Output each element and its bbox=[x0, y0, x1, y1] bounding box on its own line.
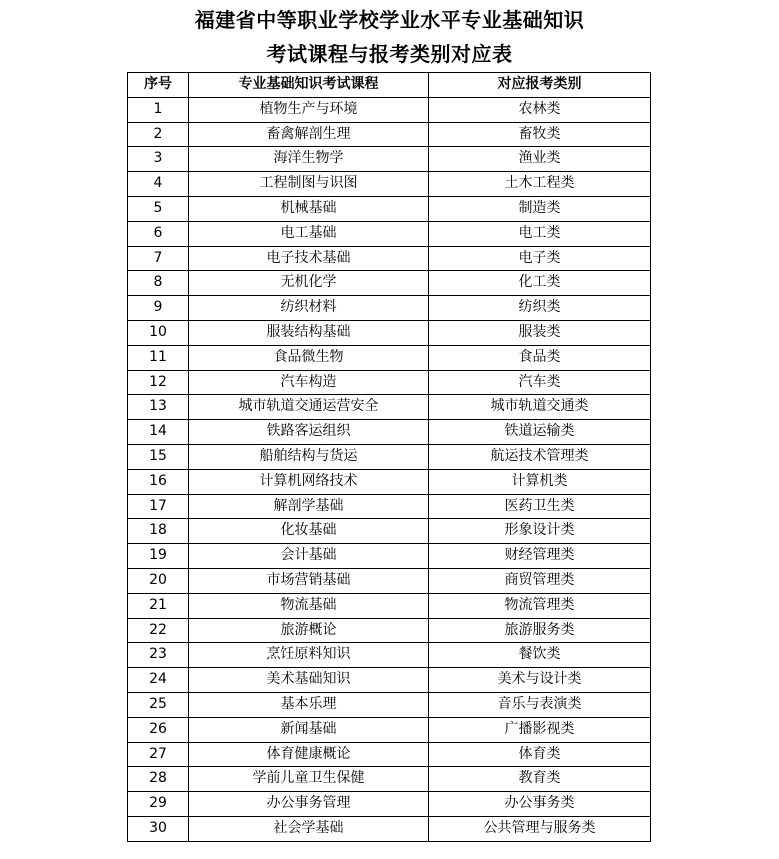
cell-serial-number: 30 bbox=[128, 816, 189, 841]
table-row bbox=[128, 444, 651, 469]
cell-serial-number: 10 bbox=[128, 320, 189, 345]
cell-exam-course: 畜禽解剖生理 bbox=[189, 122, 429, 147]
cell-exam-category: 食品类 bbox=[429, 345, 651, 370]
cell-exam-course: 会计基础 bbox=[189, 544, 429, 569]
cell-serial-number: 17 bbox=[128, 494, 189, 519]
cell-exam-course: 无机化学 bbox=[189, 271, 429, 296]
table-row bbox=[128, 544, 651, 569]
cell-serial-number: 21 bbox=[128, 593, 189, 618]
cell-exam-category: 土木工程类 bbox=[429, 172, 651, 197]
cell-exam-course: 社会学基础 bbox=[189, 816, 429, 841]
cell-exam-category: 农林类 bbox=[429, 97, 651, 122]
cell-exam-category: 服装类 bbox=[429, 320, 651, 345]
table-row bbox=[128, 568, 651, 593]
cell-exam-category: 教育类 bbox=[429, 767, 651, 792]
cell-serial-number: 2 bbox=[128, 122, 189, 147]
table-row bbox=[128, 345, 651, 370]
cell-exam-category: 办公事务类 bbox=[429, 792, 651, 817]
cell-exam-course: 办公事务管理 bbox=[189, 792, 429, 817]
cell-exam-course: 船舶结构与货运 bbox=[189, 444, 429, 469]
document-title-line-1: 福建省中等职业学校学业水平专业基础知识 bbox=[194, 8, 585, 32]
table-row bbox=[128, 271, 651, 296]
header-serial-number: 序号 bbox=[128, 73, 189, 98]
cell-exam-category: 餐饮类 bbox=[429, 643, 651, 668]
table-row bbox=[128, 692, 651, 717]
cell-exam-category: 美术与设计类 bbox=[429, 668, 651, 693]
table-row bbox=[128, 395, 651, 420]
cell-serial-number: 5 bbox=[128, 196, 189, 221]
cell-exam-category: 航运技术管理类 bbox=[429, 444, 651, 469]
cell-exam-course: 计算机网络技术 bbox=[189, 469, 429, 494]
cell-exam-course: 植物生产与环境 bbox=[189, 97, 429, 122]
cell-exam-course: 物流基础 bbox=[189, 593, 429, 618]
cell-exam-course: 基本乐理 bbox=[189, 692, 429, 717]
cell-exam-course: 烹饪原料知识 bbox=[189, 643, 429, 668]
table-row bbox=[128, 767, 651, 792]
table-row bbox=[128, 296, 651, 321]
table-row bbox=[128, 494, 651, 519]
cell-serial-number: 16 bbox=[128, 469, 189, 494]
cell-exam-course: 电子技术基础 bbox=[189, 246, 429, 271]
cell-serial-number: 22 bbox=[128, 618, 189, 643]
course-category-table bbox=[127, 72, 651, 842]
cell-exam-course: 纺织材料 bbox=[189, 296, 429, 321]
cell-exam-course: 学前儿童卫生保健 bbox=[189, 767, 429, 792]
cell-serial-number: 27 bbox=[128, 742, 189, 767]
cell-exam-category: 制造类 bbox=[429, 196, 651, 221]
cell-serial-number: 14 bbox=[128, 420, 189, 445]
cell-exam-course: 化妆基础 bbox=[189, 519, 429, 544]
table-row bbox=[128, 246, 651, 271]
header-exam-course: 专业基础知识考试课程 bbox=[189, 73, 429, 98]
cell-exam-category: 电工类 bbox=[429, 221, 651, 246]
cell-exam-category: 音乐与表演类 bbox=[429, 692, 651, 717]
cell-exam-course: 海洋生物学 bbox=[189, 147, 429, 172]
header-exam-category: 对应报考类别 bbox=[429, 73, 651, 98]
cell-exam-category: 广播影视类 bbox=[429, 717, 651, 742]
cell-exam-course: 服装结构基础 bbox=[189, 320, 429, 345]
table-row bbox=[128, 97, 651, 122]
cell-serial-number: 3 bbox=[128, 147, 189, 172]
cell-exam-category: 化工类 bbox=[429, 271, 651, 296]
cell-exam-course: 解剖学基础 bbox=[189, 494, 429, 519]
cell-exam-course: 汽车构造 bbox=[189, 370, 429, 395]
cell-exam-course: 旅游概论 bbox=[189, 618, 429, 643]
cell-serial-number: 6 bbox=[128, 221, 189, 246]
cell-serial-number: 11 bbox=[128, 345, 189, 370]
cell-exam-course: 铁路客运组织 bbox=[189, 420, 429, 445]
cell-exam-category: 纺织类 bbox=[429, 296, 651, 321]
cell-serial-number: 13 bbox=[128, 395, 189, 420]
cell-exam-category: 医药卫生类 bbox=[429, 494, 651, 519]
table-row bbox=[128, 742, 651, 767]
cell-serial-number: 24 bbox=[128, 668, 189, 693]
cell-serial-number: 15 bbox=[128, 444, 189, 469]
cell-exam-category: 铁道运输类 bbox=[429, 420, 651, 445]
table-row bbox=[128, 816, 651, 841]
table-row bbox=[128, 593, 651, 618]
cell-serial-number: 7 bbox=[128, 246, 189, 271]
cell-exam-category: 城市轨道交通类 bbox=[429, 395, 651, 420]
cell-exam-category: 畜牧类 bbox=[429, 122, 651, 147]
cell-serial-number: 26 bbox=[128, 717, 189, 742]
cell-exam-category: 汽车类 bbox=[429, 370, 651, 395]
cell-serial-number: 4 bbox=[128, 172, 189, 197]
cell-serial-number: 25 bbox=[128, 692, 189, 717]
cell-serial-number: 18 bbox=[128, 519, 189, 544]
cell-exam-category: 渔业类 bbox=[429, 147, 651, 172]
cell-exam-course: 机械基础 bbox=[189, 196, 429, 221]
cell-exam-category: 体育类 bbox=[429, 742, 651, 767]
cell-exam-category: 旅游服务类 bbox=[429, 618, 651, 643]
cell-serial-number: 12 bbox=[128, 370, 189, 395]
cell-serial-number: 19 bbox=[128, 544, 189, 569]
table-header-row bbox=[128, 73, 651, 98]
cell-exam-course: 电工基础 bbox=[189, 221, 429, 246]
cell-serial-number: 1 bbox=[128, 97, 189, 122]
table-row bbox=[128, 618, 651, 643]
cell-exam-course: 工程制图与识图 bbox=[189, 172, 429, 197]
table-row bbox=[128, 717, 651, 742]
table-row bbox=[128, 519, 651, 544]
table-row bbox=[128, 320, 651, 345]
cell-exam-category: 公共管理与服务类 bbox=[429, 816, 651, 841]
cell-exam-course: 市场营销基础 bbox=[189, 568, 429, 593]
table-row bbox=[128, 221, 651, 246]
cell-exam-category: 形象设计类 bbox=[429, 519, 651, 544]
table-row bbox=[128, 668, 651, 693]
cell-serial-number: 20 bbox=[128, 568, 189, 593]
table-row bbox=[128, 643, 651, 668]
cell-exam-course: 美术基础知识 bbox=[189, 668, 429, 693]
cell-exam-category: 商贸管理类 bbox=[429, 568, 651, 593]
cell-serial-number: 23 bbox=[128, 643, 189, 668]
table-row bbox=[128, 122, 651, 147]
cell-serial-number: 8 bbox=[128, 271, 189, 296]
table-row bbox=[128, 420, 651, 445]
cell-exam-category: 财经管理类 bbox=[429, 544, 651, 569]
table-row bbox=[128, 172, 651, 197]
cell-exam-course: 食品微生物 bbox=[189, 345, 429, 370]
table-body bbox=[128, 97, 651, 841]
cell-serial-number: 28 bbox=[128, 767, 189, 792]
cell-exam-course: 新闻基础 bbox=[189, 717, 429, 742]
table-row bbox=[128, 196, 651, 221]
table-row bbox=[128, 147, 651, 172]
table-row bbox=[128, 792, 651, 817]
cell-exam-category: 物流管理类 bbox=[429, 593, 651, 618]
table-row bbox=[128, 469, 651, 494]
cell-exam-category: 计算机类 bbox=[429, 469, 651, 494]
document-title-line-2: 考试课程与报考类别对应表 bbox=[266, 42, 513, 66]
cell-exam-course: 城市轨道交通运营安全 bbox=[189, 395, 429, 420]
cell-serial-number: 29 bbox=[128, 792, 189, 817]
cell-exam-course: 体育健康概论 bbox=[189, 742, 429, 767]
cell-serial-number: 9 bbox=[128, 296, 189, 321]
cell-exam-category: 电子类 bbox=[429, 246, 651, 271]
table-row bbox=[128, 370, 651, 395]
